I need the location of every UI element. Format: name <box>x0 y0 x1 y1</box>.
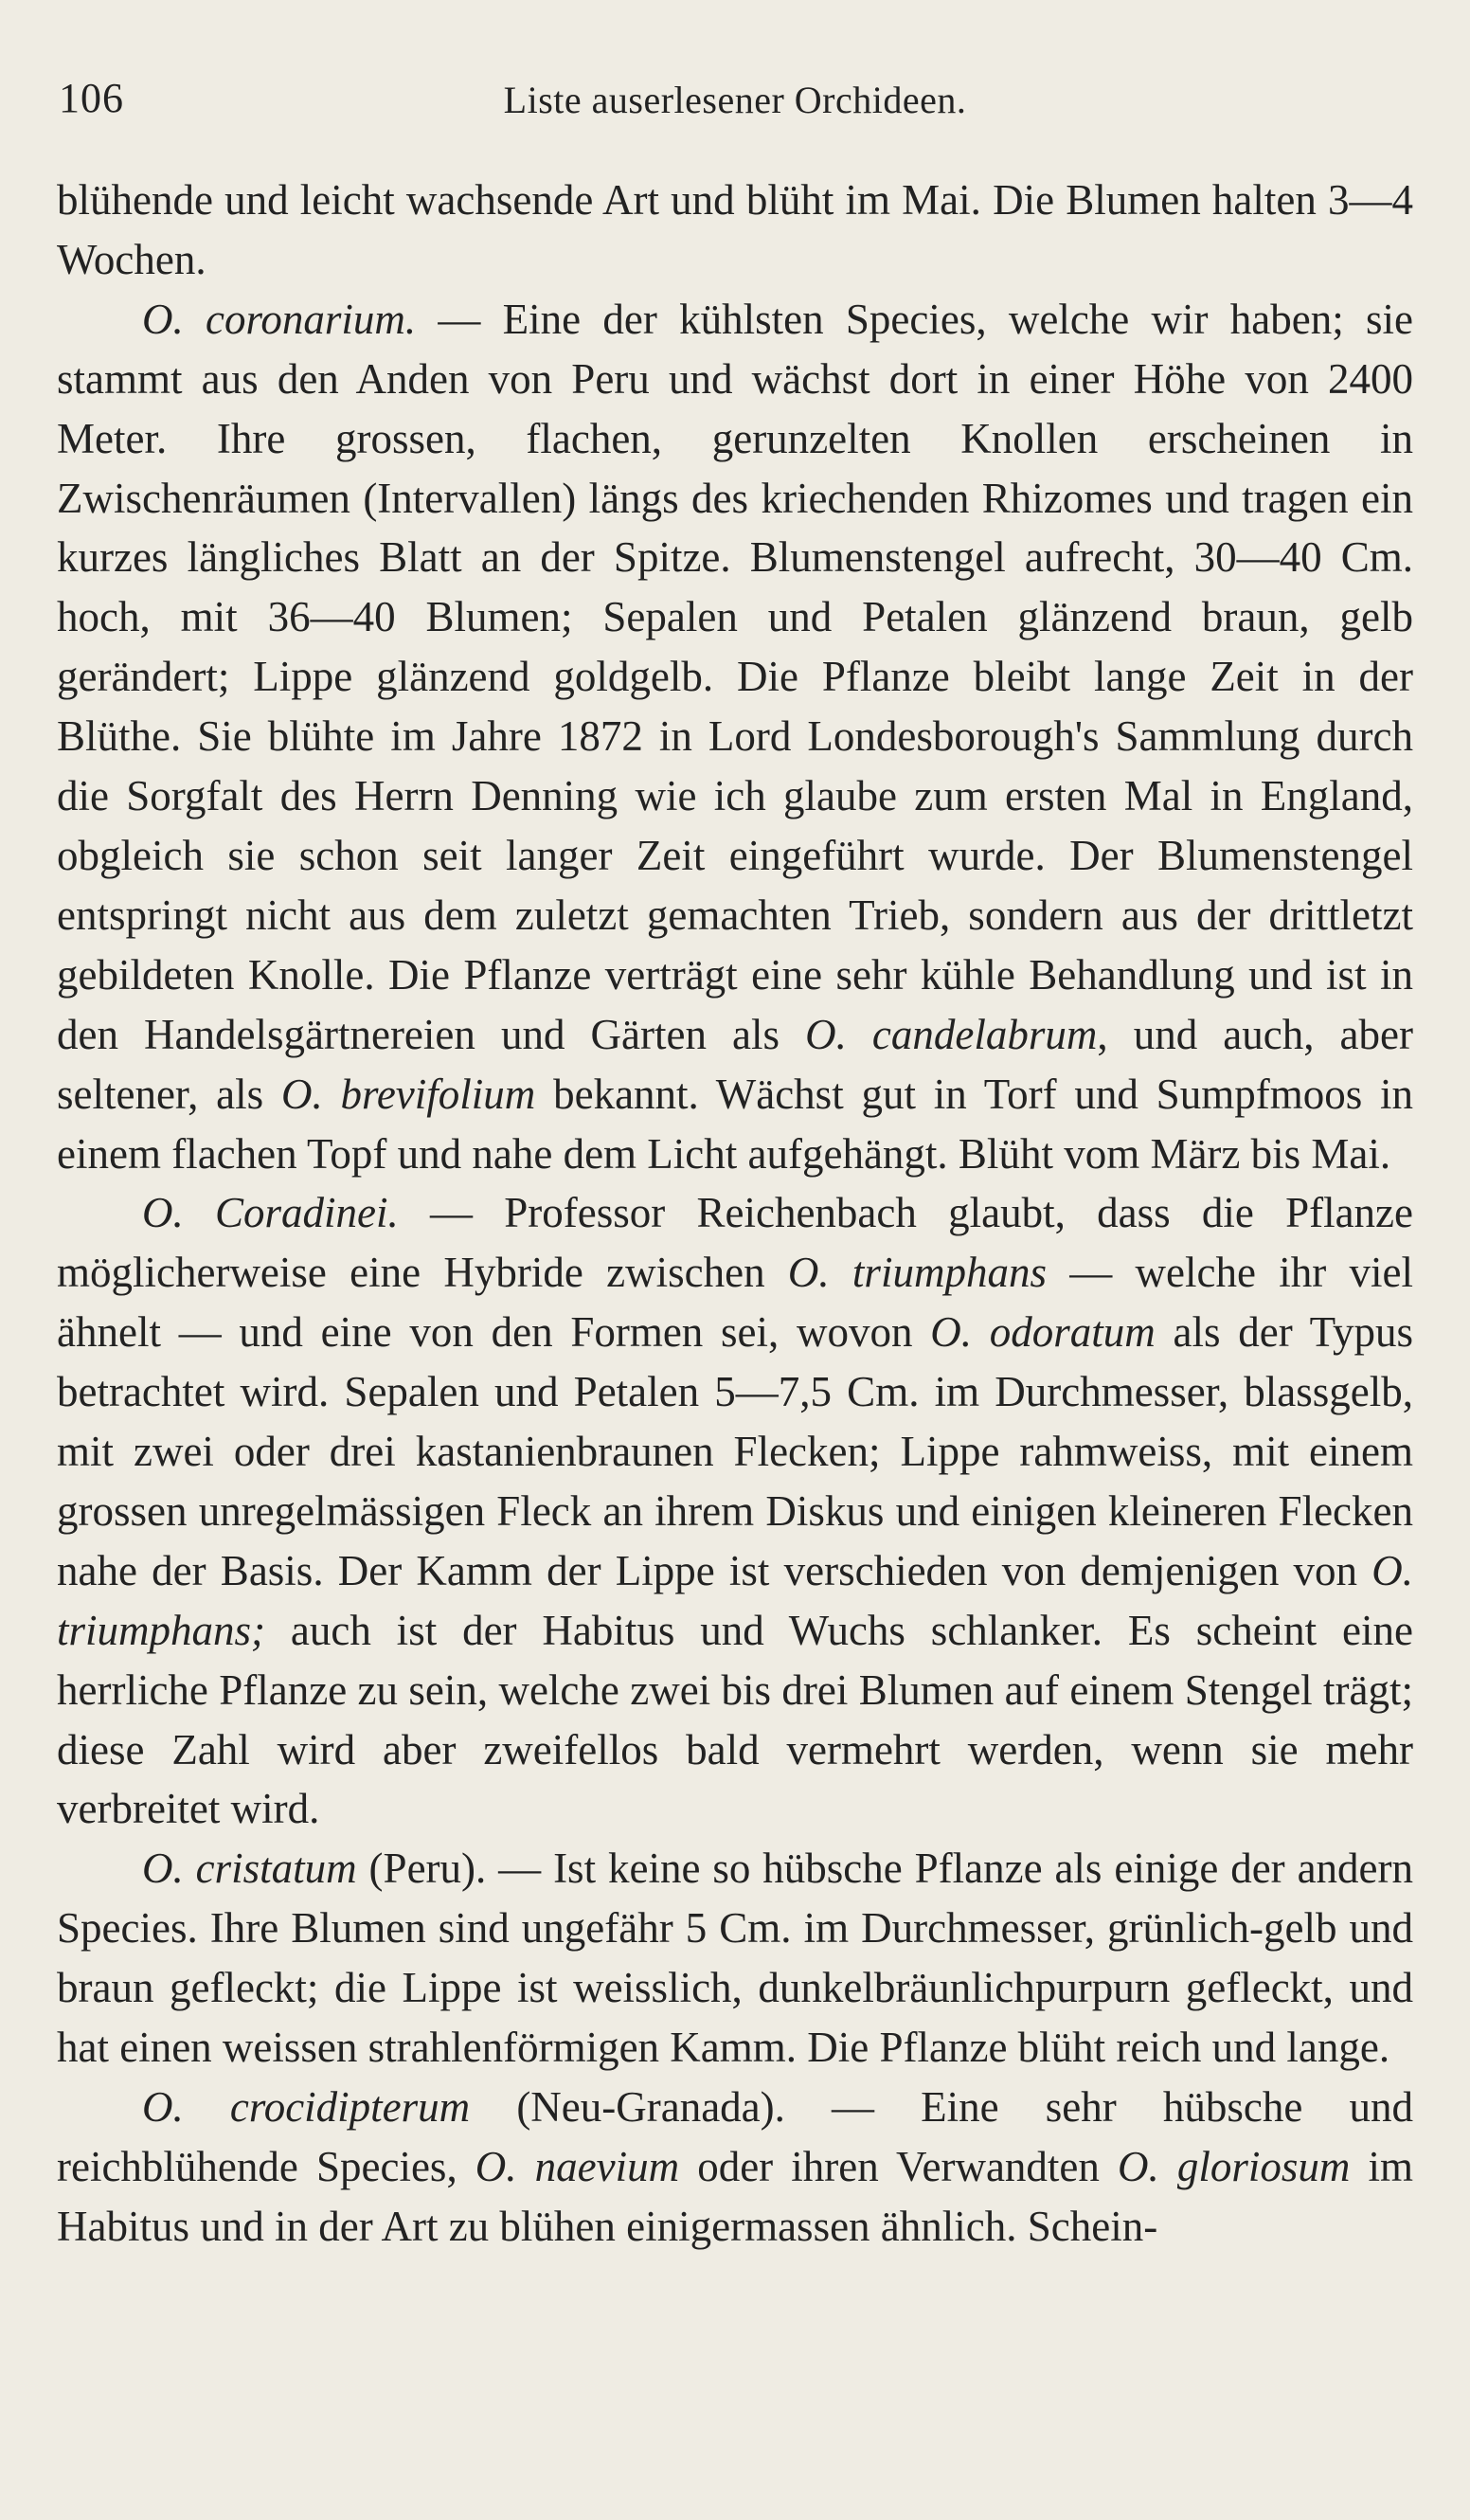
species-name: O. odoratum <box>930 1308 1156 1357</box>
paragraph <box>57 290 1413 1184</box>
paragraph <box>57 171 1413 290</box>
species-name: O. crocidipterum <box>142 2083 471 2131</box>
text-run: blühende und leicht wachsende Art und blüht im Mai. Die Blumen halten 3—4 Wochen. <box>57 176 1413 283</box>
text-run: (Neu-Granada). — Eine sehr hübsche und reichblühende Species, <box>57 2083 1413 2190</box>
species-name: O. Coradinei. <box>142 1189 399 1237</box>
page-header <box>57 68 1413 125</box>
text-run: — welche ihr viel ähnelt — und eine von den Formen sei, wovon <box>57 1249 1413 1357</box>
species-name: O. brevifolium <box>280 1070 536 1118</box>
text-run: , und auch, aber seltener, als <box>57 1010 1413 1118</box>
body-text <box>57 171 1413 2257</box>
text-run: als der Typus betrachtet wird. Sepalen und Petalen 5—7,5 Cm. im Durchmesser, blassgelb, mit zwei oder drei kastanienbraunen Flecken; Lippe rahmweiss, mit einem grossen unregelmässigen Fleck an ihrem Diskus und einigen kleineren Flecken nahe der Basis. Der Kamm der Lippe ist verschieden von demjenigen von <box>57 1308 1413 1594</box>
species-name: O. coronarium. <box>142 295 417 343</box>
species-name: O. gloriosum <box>1118 2142 1351 2190</box>
page-number: 106 <box>59 75 124 121</box>
paragraph <box>57 1839 1413 2078</box>
species-name: O. triumphans; <box>57 1546 1413 1654</box>
text-run: oder ihren Verwandten <box>679 2142 1119 2190</box>
paragraph <box>57 2078 1413 2257</box>
running-head: Liste auserlesener Orchideen. <box>503 79 967 121</box>
text-run: bekannt. Wächst gut in Torf und Sumpfmoos in einem flachen Topf und nahe dem Licht aufgehängt. Blüht vom März bis Mai. <box>57 1070 1413 1178</box>
species-name: O. triumphans <box>787 1249 1047 1297</box>
text-run: — Professor Reichenbach glaubt, dass die Pflanze möglicherweise eine Hybride zwischen <box>57 1189 1414 1297</box>
text-run: im Habitus und in der Art zu blühen einigermassen ähnlich. Schein- <box>57 2142 1413 2250</box>
species-name: O. cristatum <box>142 1845 357 1893</box>
text-run: (Peru). — Ist keine so hübsche Pflanze als einige der andern Species. Ihre Blumen sind ungefähr 5 Cm. im Durchmesser, grünlich-gelb und braun gefleckt; die Lippe ist weisslich, dunkelbräunlichpurpurn gefleckt, und hat einen weissen strahlenförmigen Kamm. Die Pflanze blüht reich und lange. <box>57 1845 1413 2072</box>
species-name: O. candelabrum <box>805 1010 1098 1058</box>
text-run: — Eine der kühlsten Species, welche wir haben; sie stammt aus den Anden von Peru und wächst dort in einer Höhe von 2400 Meter. Ihre grossen, flachen, gerunzelten Knollen erscheinen in Zwischenräumen (Intervallen) längs des kriechenden Rhizomes und tragen ein kurzes längliches Blatt an der Spitze. Blumenstengel aufrecht, 30—40 Cm. hoch, mit 36—40 Blumen; Sepalen und Petalen glänzend braun, gelb gerändert; Lippe glänzend goldgelb. Die Pflanze bleibt lange Zeit in der Blüthe. Sie blühte im Jahre 1872 in Lord Londesborough's Sammlung durch die Sorgfalt des Herrn Denning wie ich glaube zum ersten Mal in England, obgleich sie schon seit langer Zeit eingeführt wurde. Der Blumenstengel entspringt nicht aus dem zuletzt gemachten Trieb, sondern aus der drittletzt gebildeten Knolle. Die Pflanze verträgt eine sehr kühle Behandlung und ist in den Handelsgärtnereien und Gärten als <box>57 295 1414 1058</box>
species-name: O. naevium <box>475 2142 680 2190</box>
paragraph <box>57 1183 1413 1839</box>
text-run: auch ist der Habitus und Wuchs schlanker. Es scheint eine herrliche Pflanze zu sein, welche zwei bis drei Blumen auf einem Stengel trägt; diese Zahl wird aber zweifellos bald vermehrt werden, wenn sie mehr verbreitet wird. <box>57 1606 1413 1833</box>
